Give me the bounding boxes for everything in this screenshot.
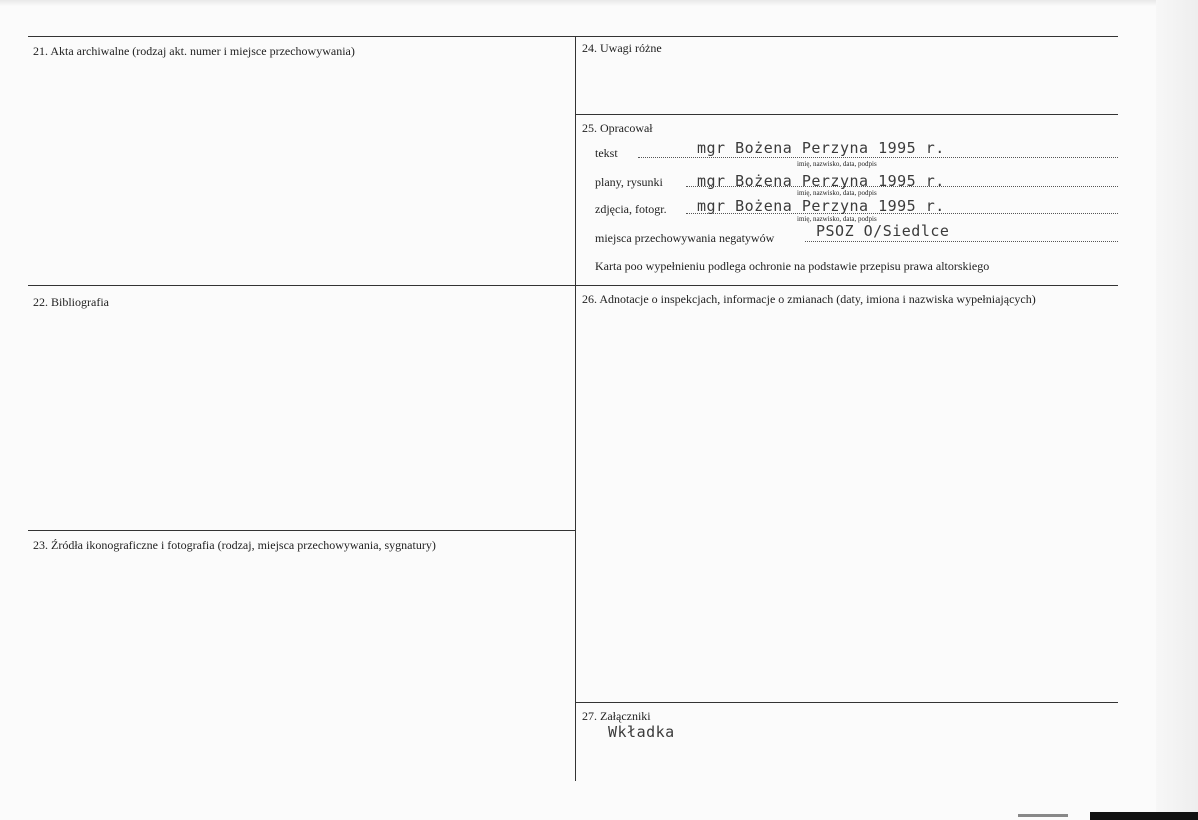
field-line-text xyxy=(638,157,1118,158)
attachments-value: Wkładka xyxy=(608,723,675,741)
field-label-photos: zdjęcia, fotogr. xyxy=(595,202,667,216)
field-label-text: tekst xyxy=(595,146,618,160)
section23-title: 23. Źródła ikonograficzne i fotografia (rodzaj, miejsca przechowywania, sygnatury) xyxy=(33,538,436,552)
scan-edge-mark xyxy=(1018,814,1068,817)
section27-title: 27. Załączniki xyxy=(582,709,651,723)
field-hint-text: imię, nazwisko, data, podpis xyxy=(797,160,877,168)
field-line-negatives xyxy=(805,241,1118,242)
field-hint-photos: imię, nazwisko, data, podpis xyxy=(797,215,877,223)
section25-title: 25. Opracował xyxy=(582,121,653,135)
section24-title: 24. Uwagi różne xyxy=(582,41,662,55)
field-value-plans: mgr Bożena Perzyna 1995 r. xyxy=(697,172,945,190)
section22-title: 22. Bibliografia xyxy=(33,295,109,309)
field-hint-plans: imię, nazwisko, data, podpis xyxy=(797,189,877,197)
field-label-negatives: miejsca przechowywania negatywów xyxy=(595,231,775,245)
copyright-note: Karta poo wypełnieniu podlega ochronie na podstawie przepisu prawa altorskiego xyxy=(595,259,990,273)
field-label-plans: plany, rysunki xyxy=(595,175,663,189)
section22-bottom-border xyxy=(28,530,575,531)
row1-bottom-border xyxy=(28,285,1118,286)
field-value-photos: mgr Bożena Perzyna 1995 r. xyxy=(697,197,945,215)
scan-shadow-right xyxy=(1156,0,1198,820)
scan-shadow-top xyxy=(0,0,1198,6)
scan-edge-bar xyxy=(1090,812,1198,820)
section24-bottom-border xyxy=(575,114,1118,115)
field-value-negatives: PSOZ O/Siedlce xyxy=(816,222,950,240)
field-value-text: mgr Bożena Perzyna 1995 r. xyxy=(697,139,945,157)
section21-title: 21. Akta archiwalne (rodzaj akt. numer i miejsce przechowywania) xyxy=(33,44,355,58)
section26-bottom-border xyxy=(575,702,1118,703)
center-divider xyxy=(575,36,576,781)
section26-title: 26. Adnotacje o inspekcjach, informacje o zmianach (daty, imiona i nazwiska wypełniających) xyxy=(582,292,1036,306)
top-border xyxy=(28,36,1118,37)
